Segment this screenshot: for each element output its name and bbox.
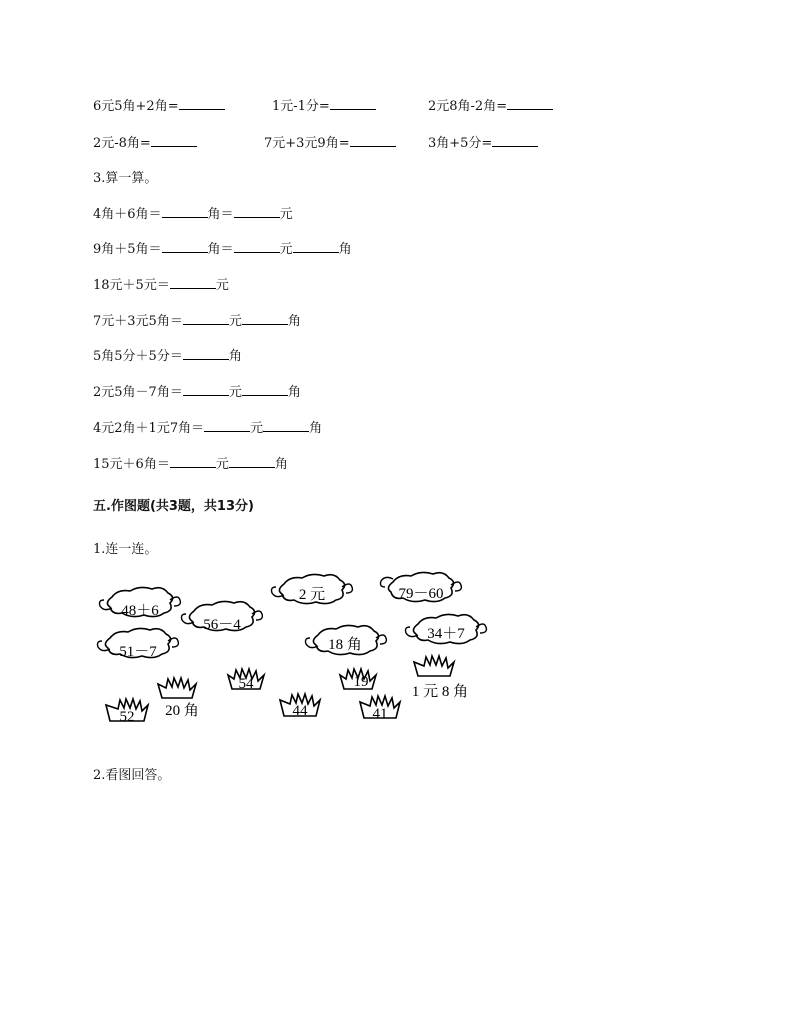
calc-line: 15元＋6角＝ 元 角 — [93, 457, 288, 472]
exercise-6: 3角+5分= — [428, 132, 538, 151]
answer-blank[interactable] — [183, 312, 229, 325]
grass-tile[interactable] — [228, 669, 264, 692]
grass-tile[interactable] — [412, 656, 468, 700]
answer-blank[interactable] — [507, 97, 553, 110]
answer-blank[interactable] — [242, 383, 288, 396]
calc-line: 4元2角＋1元7角＝ 元 角 — [93, 421, 323, 436]
cloud-tile[interactable] — [100, 587, 181, 619]
answer-blank[interactable] — [151, 134, 197, 147]
grass-label: 54 — [238, 676, 254, 692]
exercise-2: 1元-1分= — [272, 95, 376, 114]
cloud-label: 2 元 — [298, 587, 326, 603]
cloud-label: 79－60 — [398, 586, 444, 602]
cloud-tile[interactable] — [306, 625, 387, 654]
calc-line: 18元＋5元＝ 元 — [93, 278, 229, 293]
answer-blank[interactable] — [204, 419, 250, 432]
cloud-tile[interactable] — [381, 572, 462, 602]
answer-blank[interactable] — [263, 419, 309, 432]
cloud-label: 18 角 — [328, 637, 362, 653]
grass-tile[interactable] — [360, 696, 400, 722]
answer-blank[interactable] — [293, 240, 339, 253]
grass-label: 19 — [353, 674, 369, 690]
matching-illustration — [0, 560, 794, 730]
grass-label: 44 — [292, 703, 308, 719]
calc-line: 2元5角－7角＝ 元 角 — [93, 385, 301, 400]
answer-blank[interactable] — [183, 383, 229, 396]
grass-tile[interactable] — [106, 699, 148, 725]
grass-label: 52 — [119, 709, 135, 725]
answer-blank[interactable] — [162, 240, 208, 253]
question-1-title: 1.连一连。 — [93, 542, 158, 557]
cloud-tile[interactable] — [272, 574, 353, 603]
answer-blank[interactable] — [183, 347, 229, 360]
answer-blank[interactable] — [234, 240, 280, 253]
answer-blank[interactable] — [492, 134, 538, 147]
calc-line: 4角＋6角＝ 角＝ 元 — [93, 207, 293, 222]
calc-line: 9角＋5角＝ 角＝ 元 角 — [93, 242, 352, 257]
exercise-1: 6元5角+2角= — [93, 95, 225, 114]
question-2-title: 2.看图回答。 — [93, 768, 171, 783]
exercise-3: 2元8角-2角= — [428, 95, 553, 114]
calc-line: 7元＋3元5角＝ 元 角 — [93, 314, 301, 329]
grass-tile[interactable] — [280, 694, 320, 719]
grass-tile[interactable] — [158, 678, 199, 719]
answer-blank[interactable] — [234, 205, 280, 218]
grass-label: 1 元 8 角 — [411, 684, 469, 700]
grass-label: 20 角 — [165, 703, 199, 719]
answer-blank[interactable] — [162, 205, 208, 218]
cloud-label: 48＋6 — [121, 603, 159, 619]
answer-blank[interactable] — [330, 97, 376, 110]
cloud-label: 34＋7 — [427, 626, 465, 642]
cloud-tile[interactable] — [406, 614, 487, 643]
calc-line: 5角5分＋5分＝ 角 — [93, 349, 242, 364]
grass-label: 41 — [372, 706, 388, 722]
answer-blank[interactable] — [170, 455, 216, 468]
section-5-title: 五.作图题(共3题，共13分) — [93, 499, 254, 514]
cloud-tile[interactable] — [182, 601, 263, 633]
cloud-label: 51－7 — [119, 644, 157, 660]
answer-blank[interactable] — [179, 97, 225, 110]
cloud-tile[interactable] — [98, 628, 179, 660]
answer-blank[interactable] — [350, 134, 396, 147]
answer-blank[interactable] — [170, 276, 216, 289]
question-3-title: 3.算一算。 — [93, 171, 158, 186]
answer-blank[interactable] — [242, 312, 288, 325]
cloud-label: 56－4 — [203, 617, 241, 633]
exercise-4: 2元-8角= — [93, 132, 197, 151]
grass-tile[interactable] — [340, 669, 376, 690]
exercise-5: 7元+3元9角= — [264, 132, 396, 151]
answer-blank[interactable] — [229, 455, 275, 468]
